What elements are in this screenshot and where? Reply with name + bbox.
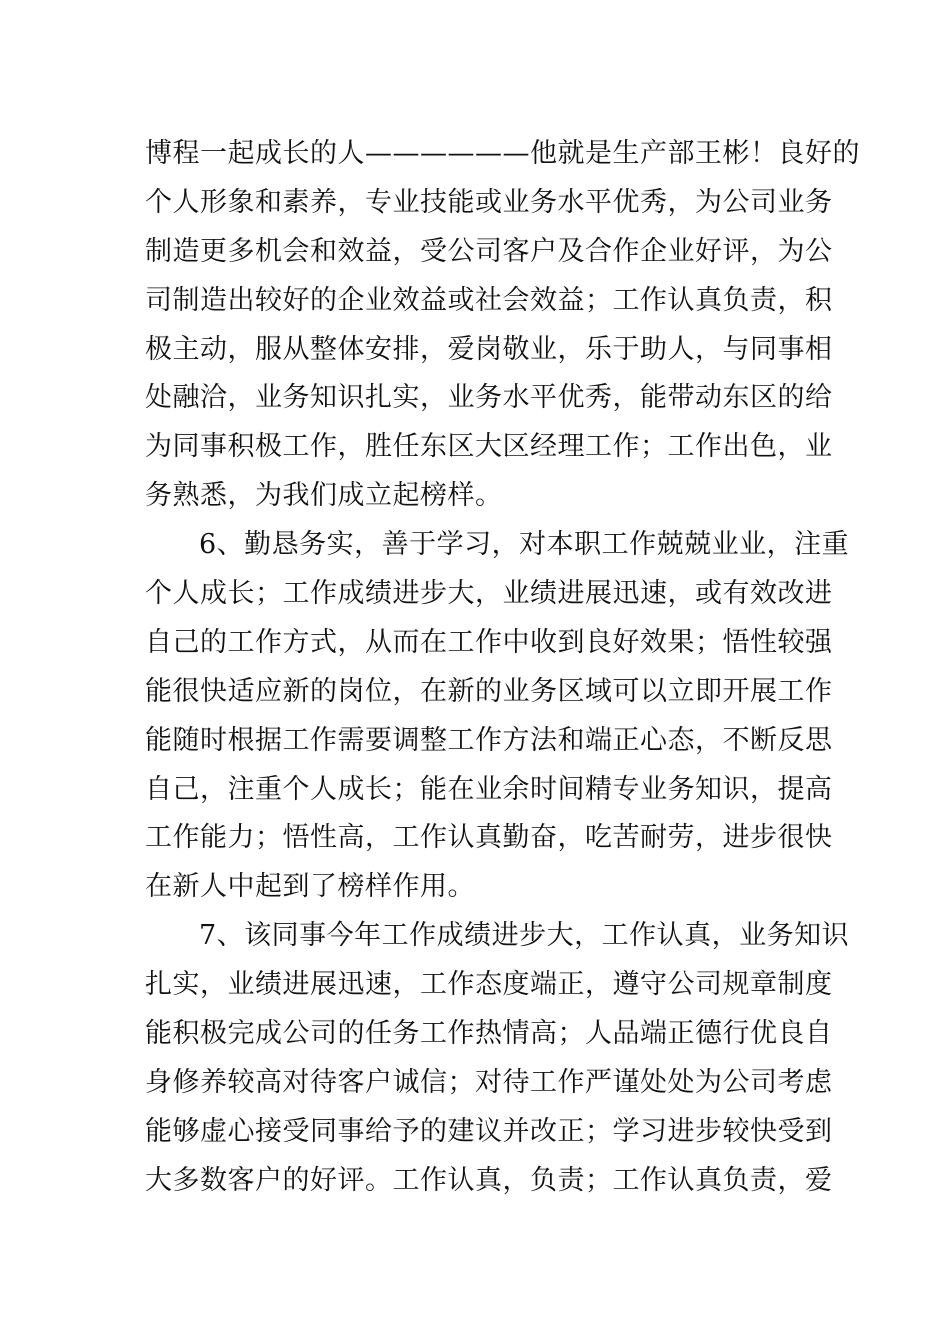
text-line: 扎实，业绩进展迅速，工作态度端正，遵守公司规章制度 (145, 969, 833, 1001)
text-line: 极主动，服从整体安排，爱岗敬业，乐于助人，与同事相 (145, 333, 833, 365)
paragraph-6-first-line: 6、勤恳务实，善于学习，对本职工作兢兢业业，注重 (199, 529, 850, 561)
text-line: 工作能力；悟性高，工作认真勤奋，吃苦耐劳，进步很快 (145, 822, 833, 854)
text-line: 司制造出较好的企业效益或社会效益；工作认真负责，积 (145, 284, 833, 316)
text-line: 能很快适应新的岗位，在新的业务区域可以立即开展工作 (145, 675, 833, 707)
text-line: 制造更多机会和效益，受公司客户及合作企业好评，为公 (145, 235, 833, 267)
text-line: 自己，注重个人成长；能在业余时间精专业务知识，提高 (145, 773, 833, 805)
text-line: 为同事积极工作，胜任东区大区经理工作；工作出色，业 (145, 431, 833, 463)
text-line: 个人形象和素养，专业技能或业务水平优秀，为公司业务 (145, 186, 833, 218)
paragraph-7-first-line: 7、该同事今年工作成绩进步大，工作认真，业务知识 (199, 920, 850, 952)
text-line: 能够虚心接受同事给予的建议并改正；学习进步较快受到 (145, 1115, 833, 1147)
text-line: 能随时根据工作需要调整工作方法和端正心态，不断反思 (145, 724, 833, 756)
text-line: 自己的工作方式，从而在工作中收到良好效果；悟性较强 (145, 626, 833, 658)
text-line: 能积极完成公司的任务工作热情高；人品端正德行优良自 (145, 1018, 833, 1050)
document-body (145, 130, 860, 1206)
text-line: 博程一起成长的人——————他就是生产部王彬！良好的 (145, 138, 860, 169)
text-line: 大多数客户的好评。工作认真，负责；工作认真负责，爱 (145, 1164, 833, 1196)
paragraph-last-line: 务熟悉，为我们成立起榜样。 (145, 480, 503, 512)
text-line: 身修养较高对待客户诚信；对待工作严谨处处为公司考虑 (145, 1066, 833, 1098)
text-line: 个人成长；工作成绩进步大，业绩进展迅速，或有效改进 (145, 578, 833, 610)
paragraph-last-line: 在新人中起到了榜样作用。 (145, 871, 475, 903)
text-line: 处融洽，业务知识扎实，业务水平优秀，能带动东区的给 (145, 382, 833, 414)
